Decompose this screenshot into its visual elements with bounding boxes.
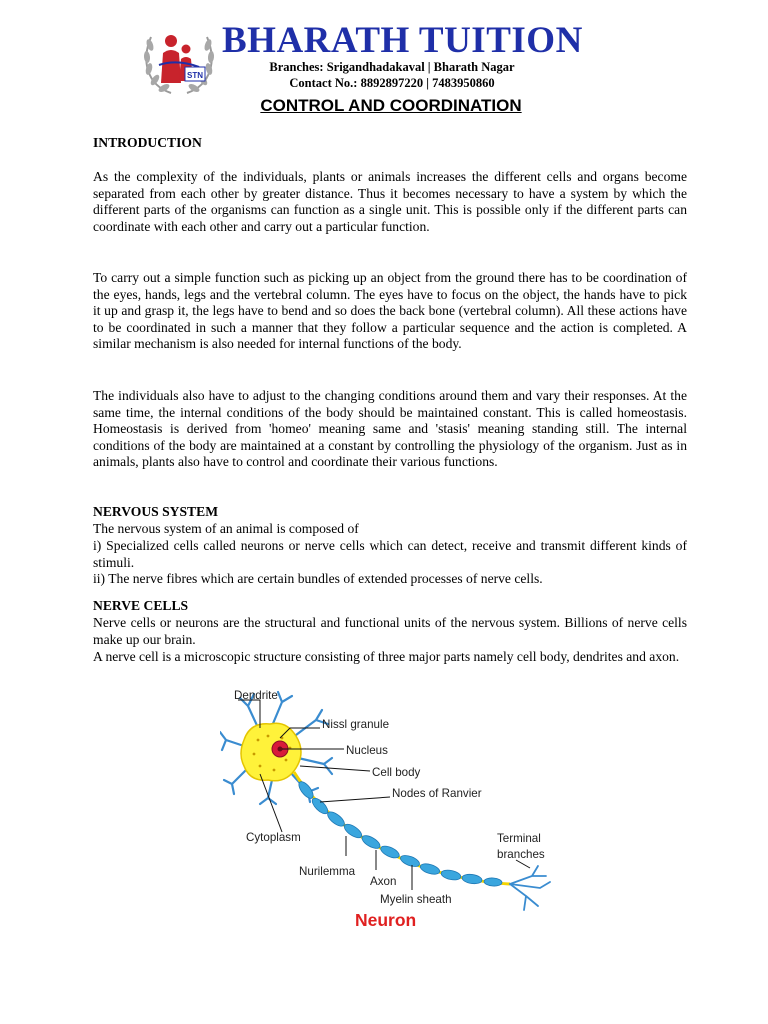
cell-body: [241, 723, 301, 781]
terminal-branches: [510, 866, 550, 910]
label-nodes-of-ranvier: Nodes of Ranvier: [392, 787, 482, 800]
branches-line: Branches: Srigandhadakaval | Bharath Nagar: [269, 60, 515, 74]
label-terminal: Terminal: [497, 832, 541, 845]
brand-name: BHARATH TUITION: [222, 20, 583, 61]
neuron-diagram: [220, 680, 565, 935]
intro-paragraph-2: To carry out a simple function such as picking up an object from the ground there has to be coordination of the eyes, hands, legs and the vertebral column. The eyes have to focus on the object, the hands have to pick it up and grasp it, the legs have to bend and so does the back bone (vertebral column). All these actions have to be coordinated in such a manner that they follow a particular sequence and the action is completed. A similar mechanism is also needed for internal functions of the body.: [93, 270, 687, 351]
label-cell-body: Cell body: [372, 766, 421, 779]
label-myelin-sheath: Myelin sheath: [380, 893, 452, 906]
intro-paragraph-3: The individuals also have to adjust to the changing conditions around them and vary their responses. At the same time, the internal conditions of the body should be maintained constant. This is called homeostasis. Homeostasis is derived from 'homeo' meaning same and 'stasis' meaning standing still. The internal conditions of the body are maintained at a constant by controlling the physiology of the organism. Just as in animals, plants also have to control and coordinate their various functions.: [93, 388, 687, 469]
document-title: CONTROL AND COORDINATION: [260, 96, 522, 115]
introduction-heading: INTRODUCTION: [93, 135, 202, 150]
label-branches: branches: [497, 848, 545, 861]
label-axon: Axon: [370, 875, 397, 888]
label-cytoplasm: Cytoplasm: [246, 831, 301, 844]
logo-text: STN: [187, 71, 203, 80]
nerve-cells-paragraph-1: Nerve cells or neurons are the structural and functional units of the nervous system. Billions of nerve cells make up our brain.: [93, 615, 687, 647]
bharath-tuition-logo: [141, 23, 217, 97]
label-dendrite: Dendrite: [234, 689, 278, 702]
nervous-system-line-2: i) Specialized cells called neurons or nerve cells which can detect, receive and transmit different kinds of stimuli.: [93, 538, 687, 570]
diagram-caption: Neuron: [355, 910, 417, 930]
contact-line: Contact No.: 8892897220 | 7483950860: [289, 76, 495, 90]
label-nissl-granule: Nissl granule: [322, 718, 390, 731]
intro-paragraph-1: As the complexity of the individuals, plants or animals increases the different cells and organs become separated from each other by greater distance. Thus it becomes necessary to have a system by which the different parts of the organisms can function as a single unit. This is possible only if the different parts can coordinate with each other and carry out a particular function.: [93, 169, 687, 234]
label-nurilemma: Nurilemma: [299, 865, 356, 878]
nervous-system-line-1: The nervous system of an animal is composed of: [93, 521, 359, 536]
nervous-system-heading: NERVOUS SYSTEM: [93, 504, 219, 519]
nervous-system-line-3: ii) The nerve fibres which are certain bundles of extended processes of nerve cells.: [93, 571, 543, 586]
nerve-cells-heading: NERVE CELLS: [93, 598, 189, 613]
nerve-cells-paragraph-2: A nerve cell is a microscopic structure consisting of three major parts namely cell body, dendrites and axon.: [93, 649, 680, 664]
label-nucleus: Nucleus: [346, 744, 388, 757]
